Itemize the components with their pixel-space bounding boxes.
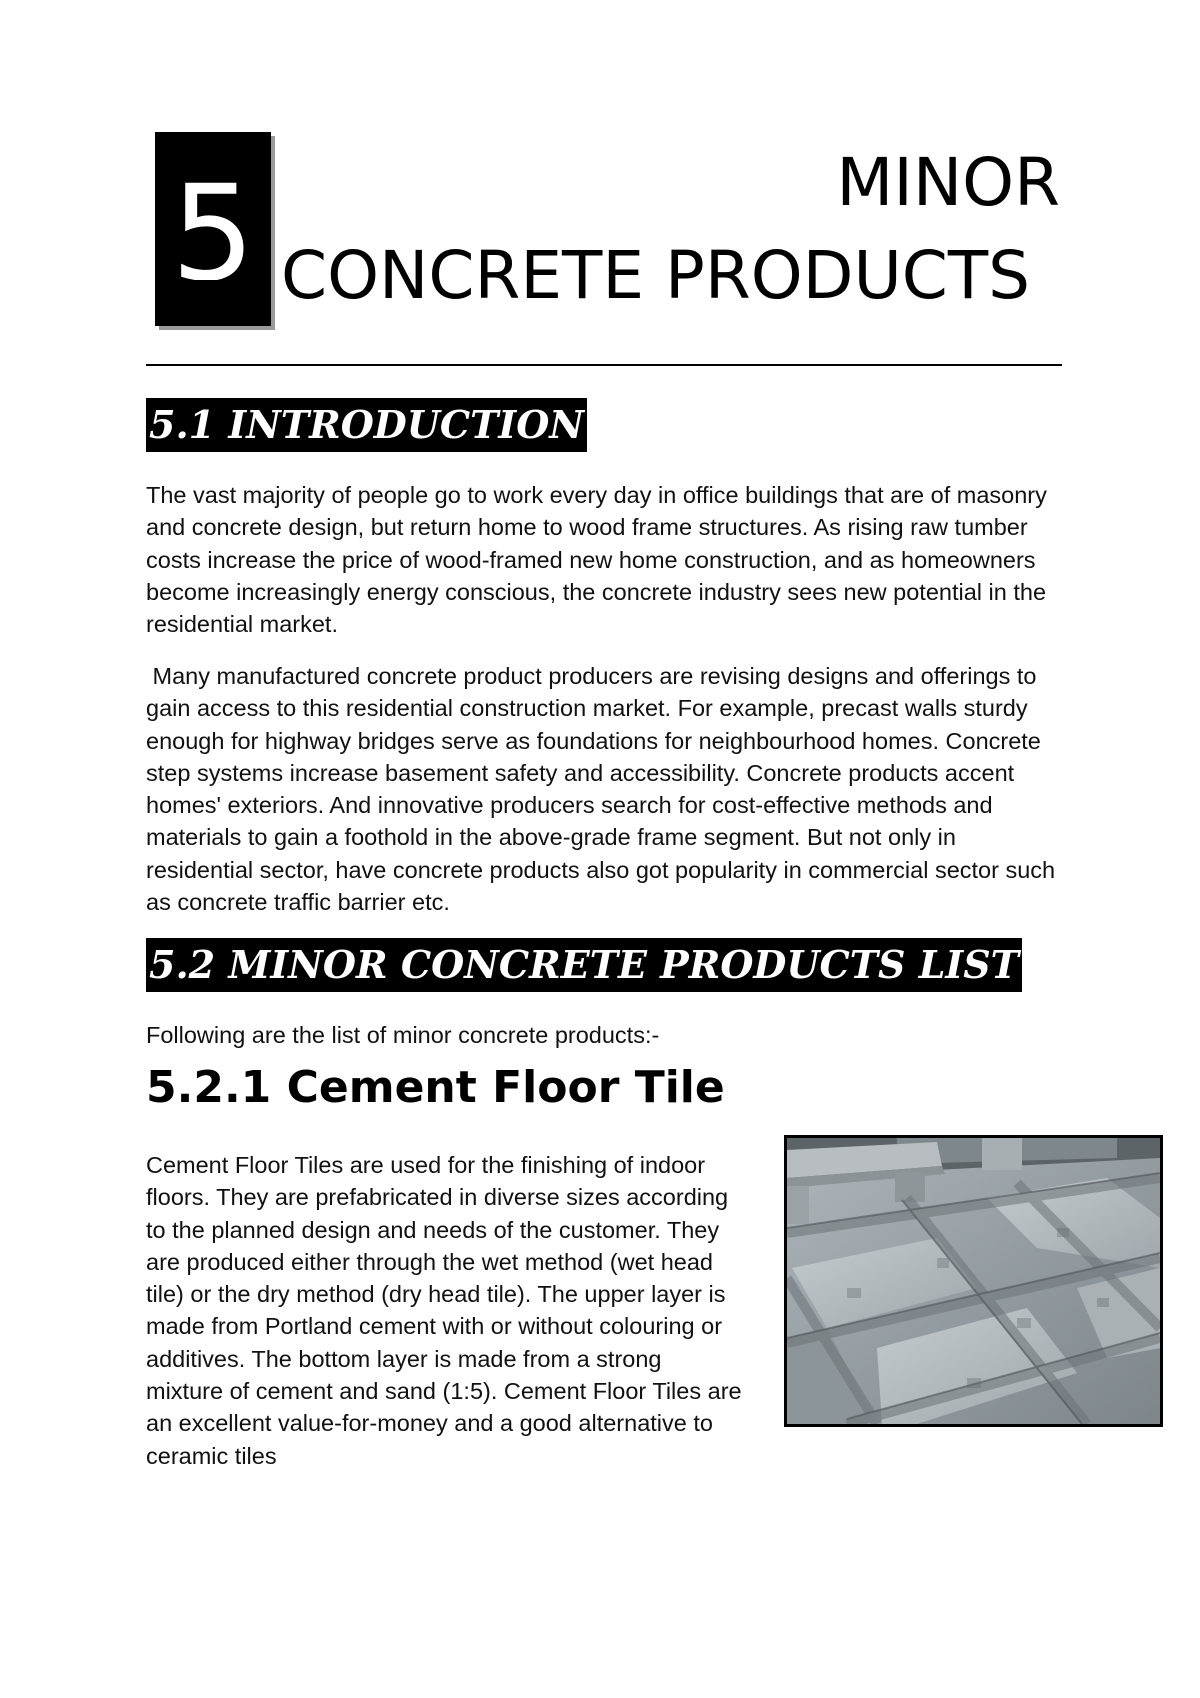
cement-tile-line: tile) or the dry method (dry head tile). The upper layer is [146,1281,726,1308]
cement-tile-line: an excellent value-for-money and a good alternative to [146,1410,713,1437]
chapter-number-block [155,132,271,326]
chapter-title-line2: CONCRETE PRODUCTS [281,237,1031,314]
intro-paragraph-1: The vast majority of people go to work every day in office buildings that are of masonry and concrete design, but return home to wood frame structures. As rising raw tumber costs increase the price of wood-framed new home construction, and as homeowners become increasingly energy conscious, the concrete industry sees new potential in the residential market. [146,482,1047,638]
chapter-title-line1: MINOR [836,144,1060,221]
chapter-number: 5 [171,168,255,280]
cement-tile-line: to the planned design and needs of the customer. They [146,1216,720,1243]
cement-tile-line: are produced either through the wet method (wet head [146,1248,713,1275]
cement-tile-line: ceramic tiles [146,1442,277,1469]
cement-tile-line: mixture of cement and sand (1:5). Cement Floor Tiles are [146,1378,742,1405]
cement-tile-line: additives. The bottom layer is made from a strong [146,1345,662,1372]
cement-floor-tile-photo [784,1135,1163,1427]
cement-tile-paragraph [146,1149,776,1472]
list-intro-text: Following are the list of minor concrete products:- [146,1022,660,1048]
title-divider [146,364,1062,366]
intro-paragraph-2: Many manufactured concrete product producers are revising designs and offerings to gain access to this residential construction market. For example, precast walls sturdy enough for highway bridges serve as foundations for neighbourhood homes. Concrete step systems increase basement safety and accessibility. Concrete products accent homes' exteriors. And innovative producers search for cost-effective methods and materials to gain a foothold in the above-grade frame segment. But not only in residential sector, have concrete products also got popularity in commercial sector such as concrete traffic barrier etc. [146,663,1062,916]
section-heading-introduction: 5.1 INTRODUCTION [146,398,587,452]
cement-tile-line: floors. They are prefabricated in diverse sizes according [146,1184,729,1211]
cement-tile-line: Cement Floor Tiles are used for the finishing of indoor [146,1152,706,1178]
cement-tile-line: made from Portland cement with or without colouring or [146,1313,723,1340]
section-heading-products-list: 5.2 MINOR CONCRETE PRODUCTS LIST [146,938,1022,992]
subsection-heading-cement-floor-tile: 5.2.1 Cement Floor Tile [146,1062,725,1113]
